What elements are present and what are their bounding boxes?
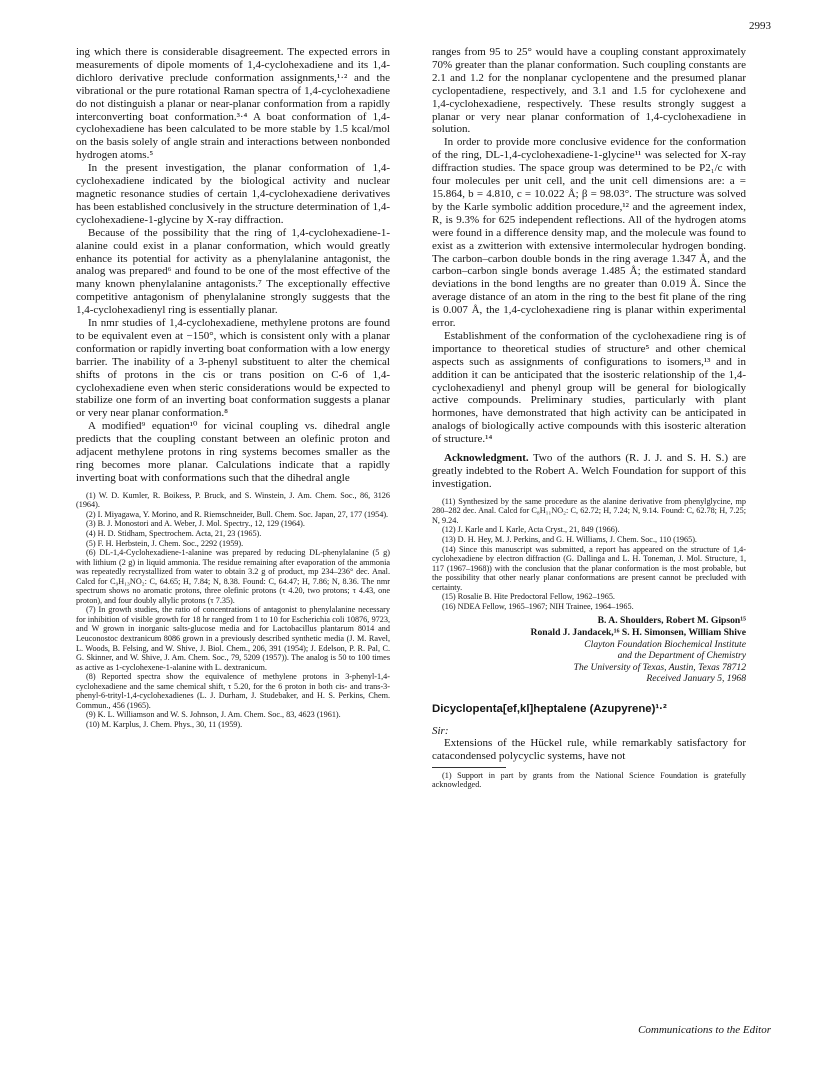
footnote: (16) NDEA Fellow, 1965–1967; NIH Trainee, 1964–1965. xyxy=(442,601,634,611)
affiliation-line: Clayton Foundation Biochemical Institute xyxy=(584,638,746,650)
footnote-rule xyxy=(432,767,506,768)
footnote: (3) B. J. Monostori and A. Weber, J. Mol. Spectry., 12, 129 (1964). xyxy=(86,519,305,529)
salutation: Sir: xyxy=(432,724,449,737)
footnote: (8) Reported spectra show the equivalence of methylene protons in 3-phenyl-1,4-cyclohexadiene and the same chemical shift, τ 5.20, for the 6 proton in both cis- and trans-3-phenyl-6-trityl-1,4-cyclohexadienes (L. J. Durham, J. Studebaker, and H. S. Perkins, Chem. Commun., 456 (1965). xyxy=(76,672,390,710)
footnote: (14) Since this manuscript was submitted, a report has appeared on the structure of 1,4-cyclohexadiene by electron diffraction (G. Dallinga and L. H. Toneman, J. Mol. Structure, 1, 117 (1967–1968)) with the conclusion that the planar conformation is the most probable, but the possibility that other nearly planar conformations are present cannot be precluded with certainty. xyxy=(432,544,746,592)
affiliation-line: The University of Texas, Austin, Texas 78712 xyxy=(573,661,746,673)
acknowledgment xyxy=(432,452,746,491)
footnote: (1) Support in part by grants from the National Science Foundation is gratefully acknowledged. xyxy=(432,770,746,790)
body-paragraph: Establishment of the conformation of the cyclohexadiene ring is of importance to theoretical studies of structure⁵ and other chemical aspects such as assignments of configurations to isomers,¹³ and in addition it can be anticipated that the isosteric relationship of the 1,4-cyclohexadienyl and phenyl group will be general for biologically active compounds. Preliminary studies, particularly with plant hormones, have demonstrated that high activity can be anticipated in analogs of biologically active compounds with this isosteric alteration of structure.¹⁴ xyxy=(432,329,746,446)
body-paragraph: In nmr studies of 1,4-cyclohexadiene, methylene protons are found to be equivalent even at −150°, which is consistent only with a planar conformation or rapidly inverting boat conformation with a low energy barrier. The inability of a 3-phenyl substituent to alter the chemical shifts of protons in the cis or trans position on C-6 of 1,4-cyclohexadiene even when steric considerations would be expected to stabilize one form of an inverting boat conformation suggests a planar or very near planar conformation.⁸ xyxy=(76,317,390,420)
footnote: (15) Rosalie B. Hite Predoctoral Fellow, 1962–1965. xyxy=(442,592,615,602)
body-paragraph: A modified⁹ equation¹⁰ for vicinal coupling vs. dihedral angle predicts that the coupling constant between an olefinic proton and adjacent methylene protons in ring systems becomes smaller as the ring becomes more planar. Calculations indicate that a rapidly inverting boat with conformations such that the dihedral angle xyxy=(76,420,390,484)
body-paragraph: Extensions of the Hückel rule, while remarkably satisfactory for catacondensed polycyclic systems, have not xyxy=(432,736,746,762)
footnote: (2) I. Miyagawa, Y. Morino, and R. Riemschneider, Bull. Chem. Soc. Japan, 27, 177 (1954). xyxy=(86,509,389,519)
footnote: (4) H. D. Stidham, Spectrochem. Acta, 21, 23 (1965). xyxy=(86,529,262,538)
running-footer: Communications to the Editor xyxy=(638,1024,771,1036)
footnote: (10) M. Karplus, J. Chem. Phys., 30, 11 (1959). xyxy=(86,719,243,729)
footnote: (7) In growth studies, the ratio of concentrations of antagonist to phenylalanine necessary for inhibition of visible growth for 18 hr ranged from 1 to 10 for Escherichia coli 10876, 9723, and W grown in inorganic salts-glucose media and for Lactobacillus plantarum 8014 and Leuconostoc dextranicum 8086 grown in a previously described synthetic media (J. M. Ravel, L. Woods, B. Felsing, and W. Shive, J. Biol. Chem., 206, 391 (1954); J. Edelson, P. R. Pal, C. G. Skinner, and W. Shive, J. Am. Chem. Soc., 79, 5209 (1957)). The analog is 50 to 100 times as active as 1-cyclohexene-1-alanine with L. dextranicum. xyxy=(76,605,390,672)
right-column xyxy=(432,46,746,790)
received-date: Received January 5, 1968 xyxy=(646,673,746,685)
authors-line: B. A. Shoulders, Robert M. Gipson¹⁵ xyxy=(597,615,746,627)
page-number: 2993 xyxy=(749,20,771,32)
footnote: (12) J. Karle and I. Karle, Acta Cryst., 21, 849 (1966). xyxy=(442,525,620,535)
footnote: (1) W. D. Kumler, R. Boikess, P. Bruck, and S. Winstein, J. Am. Chem. Soc., 86, 3126 (1964). xyxy=(76,490,390,510)
footnote: (13) D. H. Hey, M. J. Perkins, and G. H. Williams, J. Chem. Soc., 110 (1965). xyxy=(442,535,697,544)
body-paragraph: In order to provide more conclusive evidence for the conformation of the ring, DL-1,4-cyclohexadiene-1-glycine¹¹ was selected for X-ray diffraction studies. The space group was determined to be P2₁/c with four molecules per unit cell, and the unit cell dimensions are: a = 15.864, b = 4.810, c = 10.022 Å; β = 98.03°. The structure was solved by the Karle symbolic addition procedure,¹² and the agreement index, R, is 9.3% for 625 independent reflections. All of the hydrogen atoms were found in a difference density map, and the molecule was found to exist as a zwitterion with extensive intermolecular hydrogen bonding. The carbon–carbon double bonds in the ring average 1.347 Å, and the carbon–carbon single bonds average 1.485 Å; the estimated standard deviations in the bond lengths are no greater than 0.019 Å. Since the average distance of an atom in the ring to the best fit plane of the ring is 0.007 Å, the 1,4-cyclohexadiene ring is planar within experimental error. xyxy=(432,136,746,330)
author-block xyxy=(432,615,746,685)
body-paragraph: In the present investigation, the planar conformation of 1,4-cyclohexadiene indicated by the biological activity and nuclear magnetic resonance studies of certain 1,4-cyclohexadiene derivatives has been established conclusively in the structure determination of 1,4-cyclohexadiene-1-glycine by X-ray diffraction. xyxy=(76,162,390,226)
next-article-title: Dicyclopenta[ef,kl]heptalene (Azupyrene)¹·² xyxy=(432,702,667,715)
footnotes-right xyxy=(432,497,746,612)
body-paragraph: ranges from 95 to 25° would have a coupling constant approximately 70% greater than the planar conformation. Such coupling constants are 2.1 and 1.2 for the nonplanar cyclopentene and the presumed planar cyclopentadiene, respectively, and 3.1 and 1.5 for cyclohexene and 1,4-cyclohexadiene, respectively. These results strongly suggest a planar or very near planar conformation of 1,4-cyclohexadiene in solution. xyxy=(432,46,746,136)
footnotes-left xyxy=(76,491,390,730)
footnote: (11) Synthesized by the same procedure as the alanine derivative from phenylglycine, mp 280–282 dec. Anal. Calcd for C₈H₁₁NO₂: C, 62.72; H, 7.24; N, 9.14. Found: C, 62.78; H, 7.25; N, 9.24. xyxy=(432,496,746,525)
footnote: (5) F. H. Herbstein, J. Chem. Soc., 2292 (1959). xyxy=(86,538,244,548)
left-column xyxy=(76,46,390,729)
acknowledgment-heading: Acknowledgment. xyxy=(444,452,529,465)
acknowledgment-text: Two of the authors (R. J. J. and S. H. S.) are greatly indebted to the Robert A. Welch Foundation for support of this investigation. xyxy=(432,452,747,490)
body-paragraph: Because of the possibility that the ring of 1,4-cyclohexadiene-1-alanine could exist in a planar conformation, which would greatly enhance its potential for activity as a phenylalanine antagonist, the analog was prepared⁶ and found to be one of the most effective of the many known phenylalanine antagonists.⁷ The exceptionally effective competitive antagonism of phenylalanine strongly suggests that the 1,4-cyclohexadienyl ring is essentially planar. xyxy=(76,226,390,317)
footnote: (6) DL-1,4-Cyclohexadiene-1-alanine was prepared by reducing DL-phenylalanine (5 g) with lithium (2 g) in liquid ammonia. The residue remaining after evaporation of the ammonia was repeatedly recrystallized from water to obtain 3.2 g of product, mp 234–236° dec. Anal. Calcd for C₉H₁₃NO₂: C, 64.65; H, 7.84; N, 8.38. Found: C, 64.47; H, 7.86; N, 8.36. The nmr spectrum shows no aromatic protons, three olefinic protons (τ 4.20, two protons; τ 4.43, one proton), and four doubly allylic protons (τ 7.35). xyxy=(76,548,390,605)
authors-line: Ronald J. Jandacek,¹⁶ S. H. Simonsen, William Shive xyxy=(530,626,746,638)
footnote: (9) K. L. Williamson and W. S. Johnson, J. Am. Chem. Soc., 83, 4623 (1961). xyxy=(86,710,341,720)
body-paragraph: ing which there is considerable disagreement. The expected errors in measurements of dipole moments of 1,4-cyclohexadiene and its 1,4-dichloro derivative preclude conformation assignments,¹·² and the vibrational or the pure rotational Raman spectra of 1,4-cyclohexadiene do not distinguish a planar or near-planar conformation from a rapidly interconverting boat conformation.³·⁴ A boat conformation of 1,4-cyclohexadiene has been calculated to be more stable by 1.5 kcal/mol on the basis solely of angle strain and interactions between nonbonded hydrogen atoms.⁵ xyxy=(76,46,390,162)
affiliation-line: and the Department of Chemistry xyxy=(617,650,746,662)
